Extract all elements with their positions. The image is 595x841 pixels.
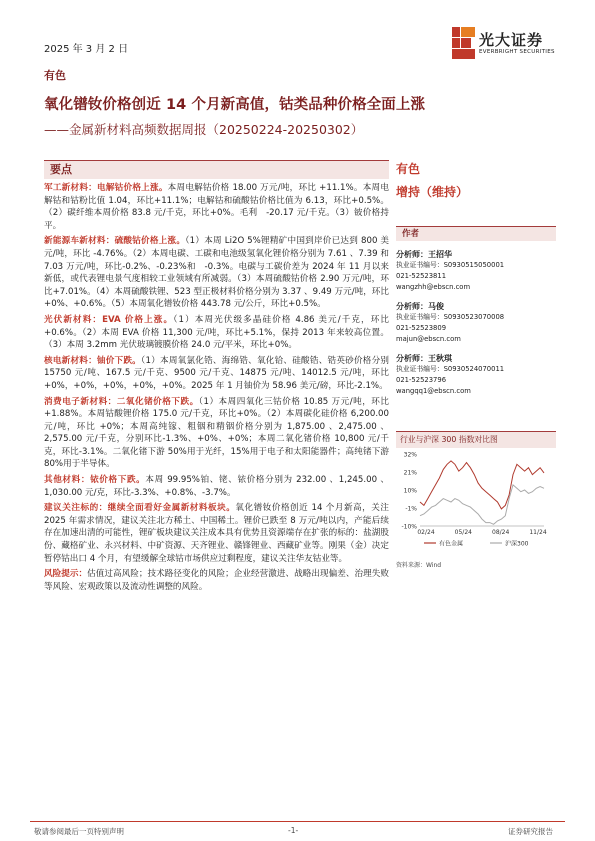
summary-section [44, 160, 389, 593]
authors-heading: 作者 [396, 226, 556, 241]
analyst-card [396, 301, 556, 345]
paragraph-text: （1）本周光伏级多晶硅价格 4.86 美元/千克，环比 +0.6%。（2）本周 EVA 价格 11,300 元/吨，环比+5.1%，保持 2013 年来较高位置。（3）本周 3.2mm 光伏玻璃镀膜价格 24.0 元/平米，环比+0%。 [44, 314, 389, 351]
x-tick-label: 11/24 [529, 529, 547, 536]
report-title: 氧化镨钕价格创近 14 个月新高值，钴类品种价格全面上涨 [44, 97, 426, 113]
series-line-1 [420, 485, 544, 524]
report-date: 2025 年 3 月 2 日 [44, 44, 129, 55]
summary-paragraph [44, 474, 389, 499]
summary-paragraph [44, 396, 389, 472]
summary-paragraph [44, 182, 389, 232]
paragraph-text: 本周电解钴价格 18.00 万元/吨，环比 +11.1%。本周电解钴和钴粉比值 1.04，环比+11.1%；电解钴和硫酸钴价格比值为 6.13，环比+0.5%。（2）碳纤维本周价格 83.8 元/千克，环比+0%。毛利 -20.17 元/千克。（3）铍价格持平。 [44, 183, 389, 231]
paragraph-lead: 风险提示： [44, 569, 88, 580]
analyst-card [396, 353, 556, 397]
x-tick-label: 02/24 [417, 529, 435, 536]
logo-mark-icon [452, 27, 476, 61]
paragraph-lead: 建议关注标的：继续全面看好金属新材料板块。 [44, 503, 236, 514]
logo-text: 光大证券 [479, 31, 544, 49]
analyst-name: 分析师：王秋琪 [396, 354, 452, 363]
company-logo [452, 27, 572, 67]
paragraph-lead: 消费电子新材料：二氧化锗价格下跌。 [44, 396, 199, 407]
analyst-phone: 021-52523811 [396, 272, 447, 280]
legend-label: 有色金属 [439, 540, 464, 548]
side-panel [396, 160, 556, 569]
logo-subtext: EVERBRIGHT SECURITIES [479, 49, 555, 55]
analyst-license: 执业证书编号：S0930524070011 [396, 365, 505, 373]
report-subtitle: ——金属新材料高频数据周报（20250224-20250302） [44, 122, 364, 137]
paragraph-text: （1）本周四氧化三钴价格 10.85 万元/吨，环比+1.88%。本周钴酸锂价格 175.0 元/千克，环比+0%。（2）本周碳化硅价格 6,200.00 元/吨，环比 +0%；本周高纯镓、粗铟和精铟价格分别为 1,875.00 、2,475.00 、2,575.00 元/千克，分别环比-1.3%、+0%、+0%；本周二氧化锗价格 10,800 元/千克，环比-3.1%。二氧化锗下游 50%用于光纤，15%用于电子和太阳能器件；高纯锗下游 80%用于半导体。 [44, 396, 389, 470]
x-tick-label: 08/24 [492, 529, 510, 536]
analyst-name: 分析师：马俊 [396, 302, 444, 311]
rating-sector: 有色 [396, 162, 421, 176]
chart-source: 资料来源：Wind [396, 562, 442, 569]
analyst-email[interactable]: wangzhh@ebscn.com [396, 283, 471, 291]
chart-box [396, 431, 556, 569]
analyst-list [396, 249, 556, 397]
y-tick-label: -1% [405, 505, 417, 513]
paragraph-lead: 其他材料：铱价格下跌。 [44, 475, 146, 486]
paragraph-lead: 核电新材料：铀价下跌。 [44, 355, 141, 366]
analyst-email[interactable]: majun@ebscn.com [396, 335, 461, 343]
footer-report-type: 证券研究报告 [508, 827, 553, 836]
analyst-license: 执业证书编号：S0930523070008 [396, 313, 505, 321]
summary-paragraph [44, 568, 389, 593]
paragraph-text: （1）本周氧氯化锆、海绵锆、氧化铪、硅酸锆、锆英砂价格分别 15750 元/吨、167.5 元/千克、9500 元/千克、14875 元/吨、14012.5 元/吨，环比+0%，+0%，+0%，+0%，+0%。2025 年 1 月铀价为 58.96 美元/磅，环比-2.1%。 [44, 355, 389, 391]
paragraph-text: （1）本周 Li2O 5%锂精矿中国到岸价已达到 800 美元/吨，环比 -4.76%。（2）本周电碳、工碳和电池级氢氧化锂价格分别为 7.61 、7.39 和 7.03 万元/吨，环比-0.2%、-0.23%和 -0.3%。电碳与工碳价差为 2024 年 11 月以来新低，或代表锂电景气度相较工业领域有所减弱。（3）本周硫酸钴价格 2.90 万元/吨，环比+7.01%。（4）本周硫酸铁锂、523 型正极材料价格分别为 3.37 、9.49 万元/吨，环比+0%、+0.6%。（5）本周氧化镨钕价格 443.78 元/公斤，环比+0.5%。 [44, 236, 389, 310]
analyst-card [396, 249, 556, 293]
index-comparison-chart [396, 448, 556, 556]
analyst-name: 分析师：王招华 [396, 250, 452, 259]
report-sector: 有色 [44, 69, 66, 82]
analyst-email[interactable]: wangqq1@ebscn.com [396, 387, 471, 395]
series-line-0 [420, 461, 544, 509]
summary-paragraph [44, 502, 389, 565]
summary-paragraph [44, 235, 389, 311]
y-tick-label: 21% [403, 469, 417, 477]
paragraph-text: 本周 99.95%铂、铑、铱价格分别为 232.00 、1,245.00 、1,030.00 元/克，环比-3.3%、+0.8%、-3.7%。 [44, 475, 389, 498]
summary-paragraph [44, 314, 389, 352]
chart-heading: 行业与沪深 300 指数对比图 [396, 431, 556, 448]
analyst-phone: 021-52523809 [396, 324, 447, 332]
y-tick-label: -10% [401, 523, 417, 531]
footer-page-number: -1- [288, 826, 299, 835]
footer-divider [30, 821, 565, 822]
legend-label: 沪深300 [505, 540, 529, 548]
paragraph-lead: 光伏新材料：EVA 价格上涨。 [44, 314, 174, 325]
analyst-phone: 021-52523796 [396, 376, 447, 384]
x-tick-label: 05/24 [454, 529, 472, 536]
footer-disclaimer: 敬请参阅最后一页特别声明 [34, 827, 124, 836]
y-tick-label: 32% [403, 451, 417, 459]
summary-paragraph [44, 355, 389, 393]
summary-heading: 要点 [44, 160, 389, 179]
paragraph-text: 估值过高风险；技术路径变化的风险；企业经营激进、战略出现偏差、治理失败等风险、宏观政策以及流动性调整的风险。 [44, 569, 389, 592]
rating-label: 增持（维持） [396, 185, 469, 199]
paragraph-lead: 军工新材料：电解钴价格上涨。 [44, 183, 168, 193]
y-tick-label: 10% [403, 487, 417, 495]
paragraph-lead: 新能源车新材料：硫酸钴价格上涨。 [44, 236, 186, 247]
summary-paragraphs [44, 182, 389, 593]
paragraph-text: 氧化镨钕价格创近 14 个月新高，关注 2025 年需求情况，建议关注北方稀土、中国稀土。锂价已跌至 8 万元/吨以内，产能后续存在加速出清的可能性，锂矿板块建议关注成本具有优势且资源端存在扩张的标的：盐湖股份、藏格矿业、永兴材料、中矿资源、天齐锂业、赣锋锂业、西藏矿业等。刚果（金）决定暂停钴出口 4 个月，有望缓解全球钴市场供应过剩程度，建议关注华友钴业等。 [44, 503, 389, 564]
analyst-license: 执业证书编号：S0930515050001 [396, 261, 505, 269]
page-footer [0, 815, 595, 841]
